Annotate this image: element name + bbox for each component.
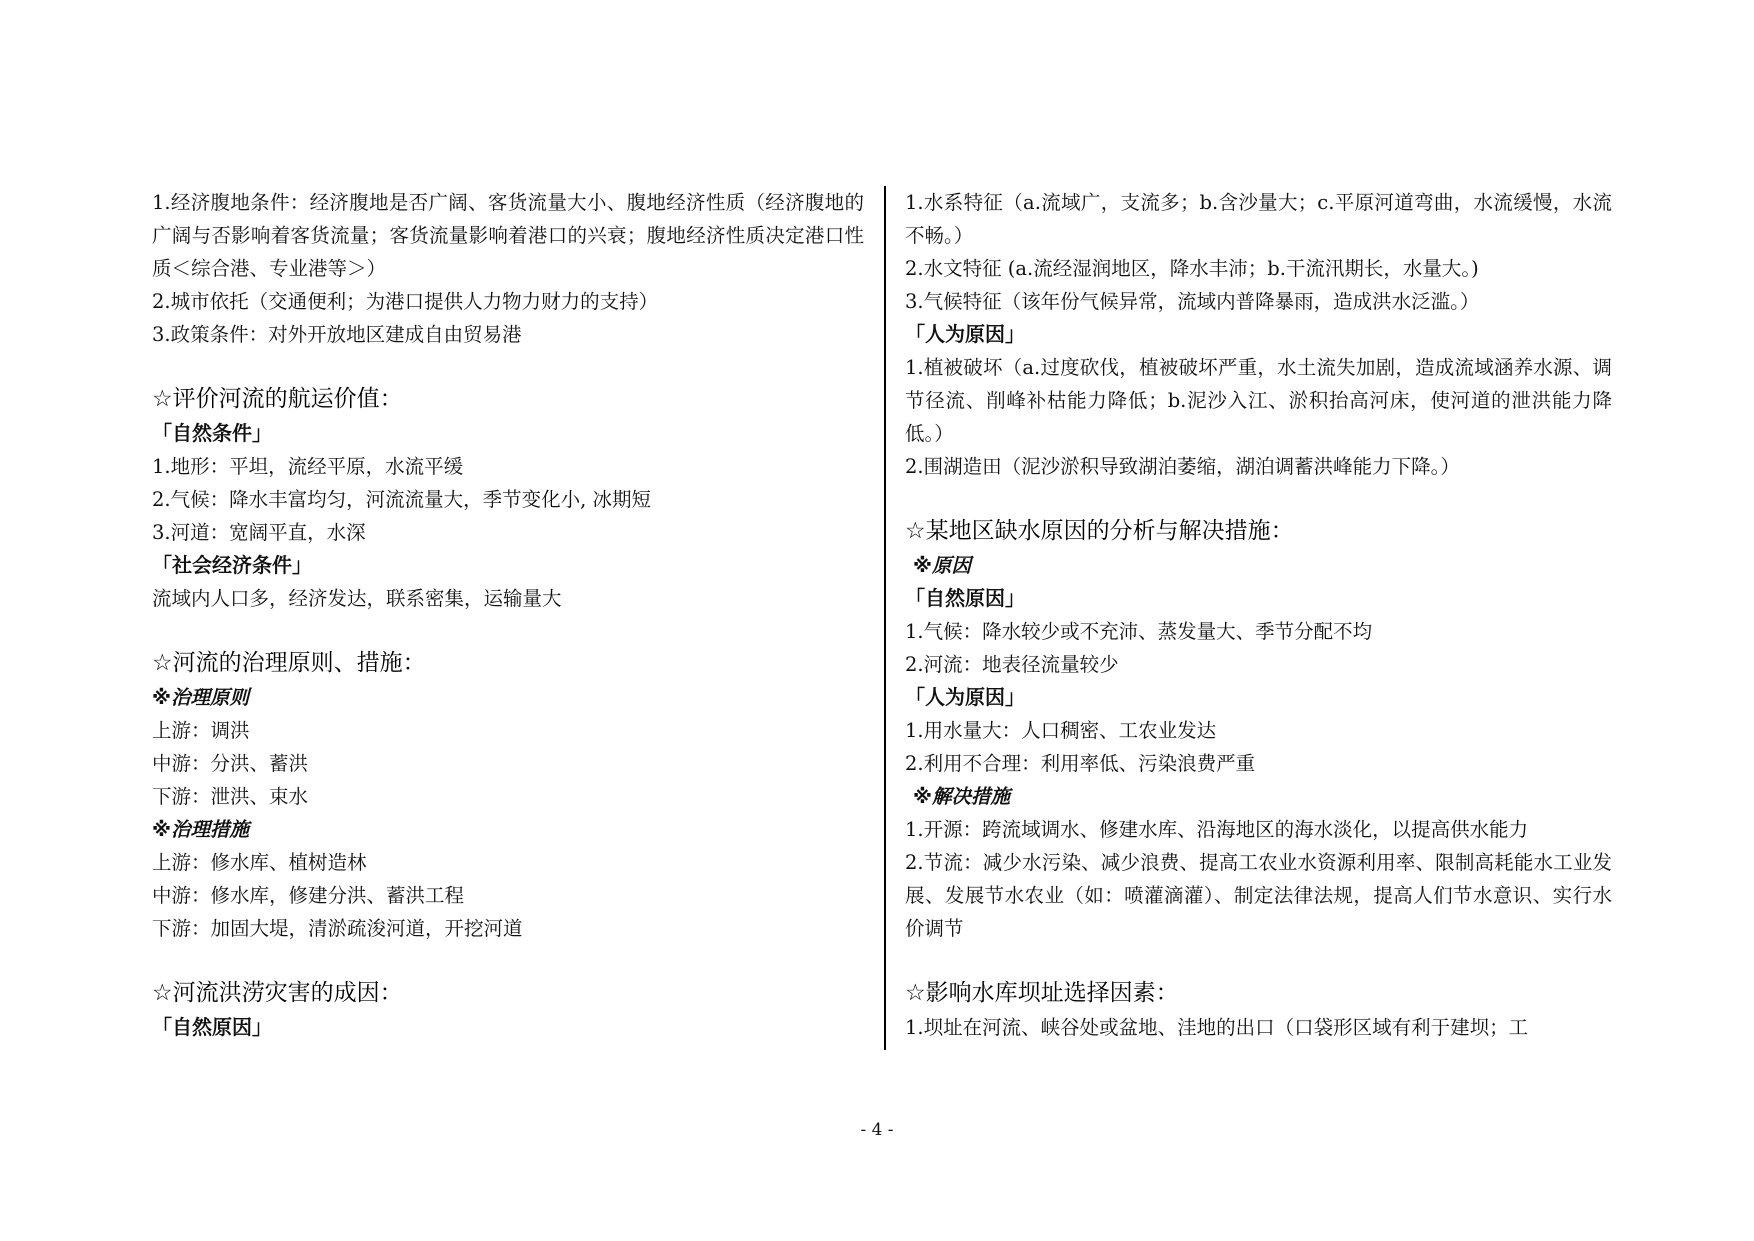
- list-item: 1.气候：降水较少或不充沛、蒸发量大、季节分配不均: [905, 620, 1373, 643]
- paragraph: 2.围湖造田（泥沙淤积导致湖泊萎缩，湖泊调蓄洪峰能力下降。）: [905, 455, 1460, 478]
- subheading: 「自然原因」: [905, 586, 1025, 610]
- list-item: 2.气候：降水丰富均匀，河流流量大，季节变化小, 冰期短: [152, 488, 652, 511]
- subheading: 「自然条件」: [152, 421, 272, 445]
- subheading: 「自然原因」: [152, 1015, 272, 1039]
- paragraph: 1.经济腹地条件：经济腹地是否广阔、客货流量大小、腹地经济性质（经济腹地的广阔与否影响着客货流量；客货流量影响着港口的兴衰；腹地经济性质决定港口性质＜综合港、专业港等＞）: [152, 191, 864, 280]
- list-item: 上游：调洪: [152, 719, 250, 742]
- subheading: 「人为原因」: [905, 322, 1025, 346]
- section-heading: ☆影响水库坝址选择因素：: [905, 980, 1179, 1006]
- section-heading: ☆评价河流的航运价值：: [152, 386, 403, 412]
- paragraph: 2.水文特征 (a.流经湿润地区，降水丰沛；b.干流汛期长，水量大。): [905, 257, 1479, 280]
- column-divider: [884, 186, 886, 1050]
- list-item: 中游：分洪、蓄洪: [152, 752, 309, 775]
- section-heading: ☆某地区缺水原因的分析与解决措施：: [905, 518, 1294, 544]
- subheading: ※治理原则: [152, 686, 249, 709]
- list-item: 2.河流：地表径流量较少: [905, 653, 1119, 676]
- subheading: ※治理措施: [152, 818, 249, 841]
- subheading: 「社会经济条件」: [152, 553, 312, 577]
- paragraph: 3.政策条件：对外开放地区建成自由贸易港: [152, 323, 522, 346]
- subheading: ※解决措施: [913, 785, 1010, 808]
- list-item: 1.开源：跨流域调水、修建水库、沿海地区的海水淡化，以提高供水能力: [905, 818, 1529, 841]
- right-column: [905, 186, 1612, 1044]
- list-item: 流域内人口多，经济发达，联系密集，运输量大: [152, 587, 562, 610]
- paragraph: 3.气候特征（该年份气候异常，流域内普降暴雨，造成洪水泛滥。）: [905, 290, 1480, 313]
- section-heading: ☆河流的治理原则、措施：: [152, 650, 426, 676]
- list-item: 1.坝址在河流、峡谷处或盆地、洼地的出口（口袋形区域有利于建坝；工: [905, 1016, 1529, 1039]
- left-column: [152, 186, 864, 1044]
- list-item: 上游：修水库、植树造林: [152, 851, 367, 874]
- list-item: 2.利用不合理：利用率低、污染浪费严重: [905, 752, 1256, 775]
- list-item: 1.用水量大：人口稠密、工农业发达: [905, 719, 1217, 742]
- subheading: ※原因: [913, 554, 971, 577]
- paragraph: 1.水系特征（a.流域广，支流多；b.含沙量大；c.平原河道弯曲，水流缓慢，水流不畅。）: [905, 191, 1612, 247]
- list-item: 3.河道：宽阔平直，水深: [152, 521, 366, 544]
- section-heading: ☆河流洪涝灾害的成因：: [152, 980, 403, 1006]
- subheading: 「人为原因」: [905, 685, 1025, 709]
- list-item: 中游：修水库，修建分洪、蓄洪工程: [152, 884, 465, 907]
- paragraph: 1.植被破坏（a.过度砍伐，植被破坏严重，水土流失加剧，造成流域涵养水源、调节径流、削峰补枯能力降低；b.泥沙入江、淤积抬高河床，使河道的泄洪能力降低。）: [905, 356, 1612, 445]
- list-item: 下游：泄洪、束水: [152, 785, 309, 808]
- paragraph: 2.城市依托（交通便利；为港口提供人力物力财力的支持）: [152, 290, 659, 313]
- page-number: - 4 -: [860, 1120, 894, 1140]
- list-item: 下游：加固大堤，清淤疏浚河道，开挖河道: [152, 917, 523, 940]
- list-item: 1.地形：平坦，流经平原，水流平缓: [152, 455, 464, 478]
- list-item: 2.节流：减少水污染、减少浪费、提高工农业水资源利用率、限制高耗能水工业发展、发展节水农业（如：喷灌滴灌）、制定法律法规，提高人们节水意识、实行水价调节: [905, 851, 1612, 940]
